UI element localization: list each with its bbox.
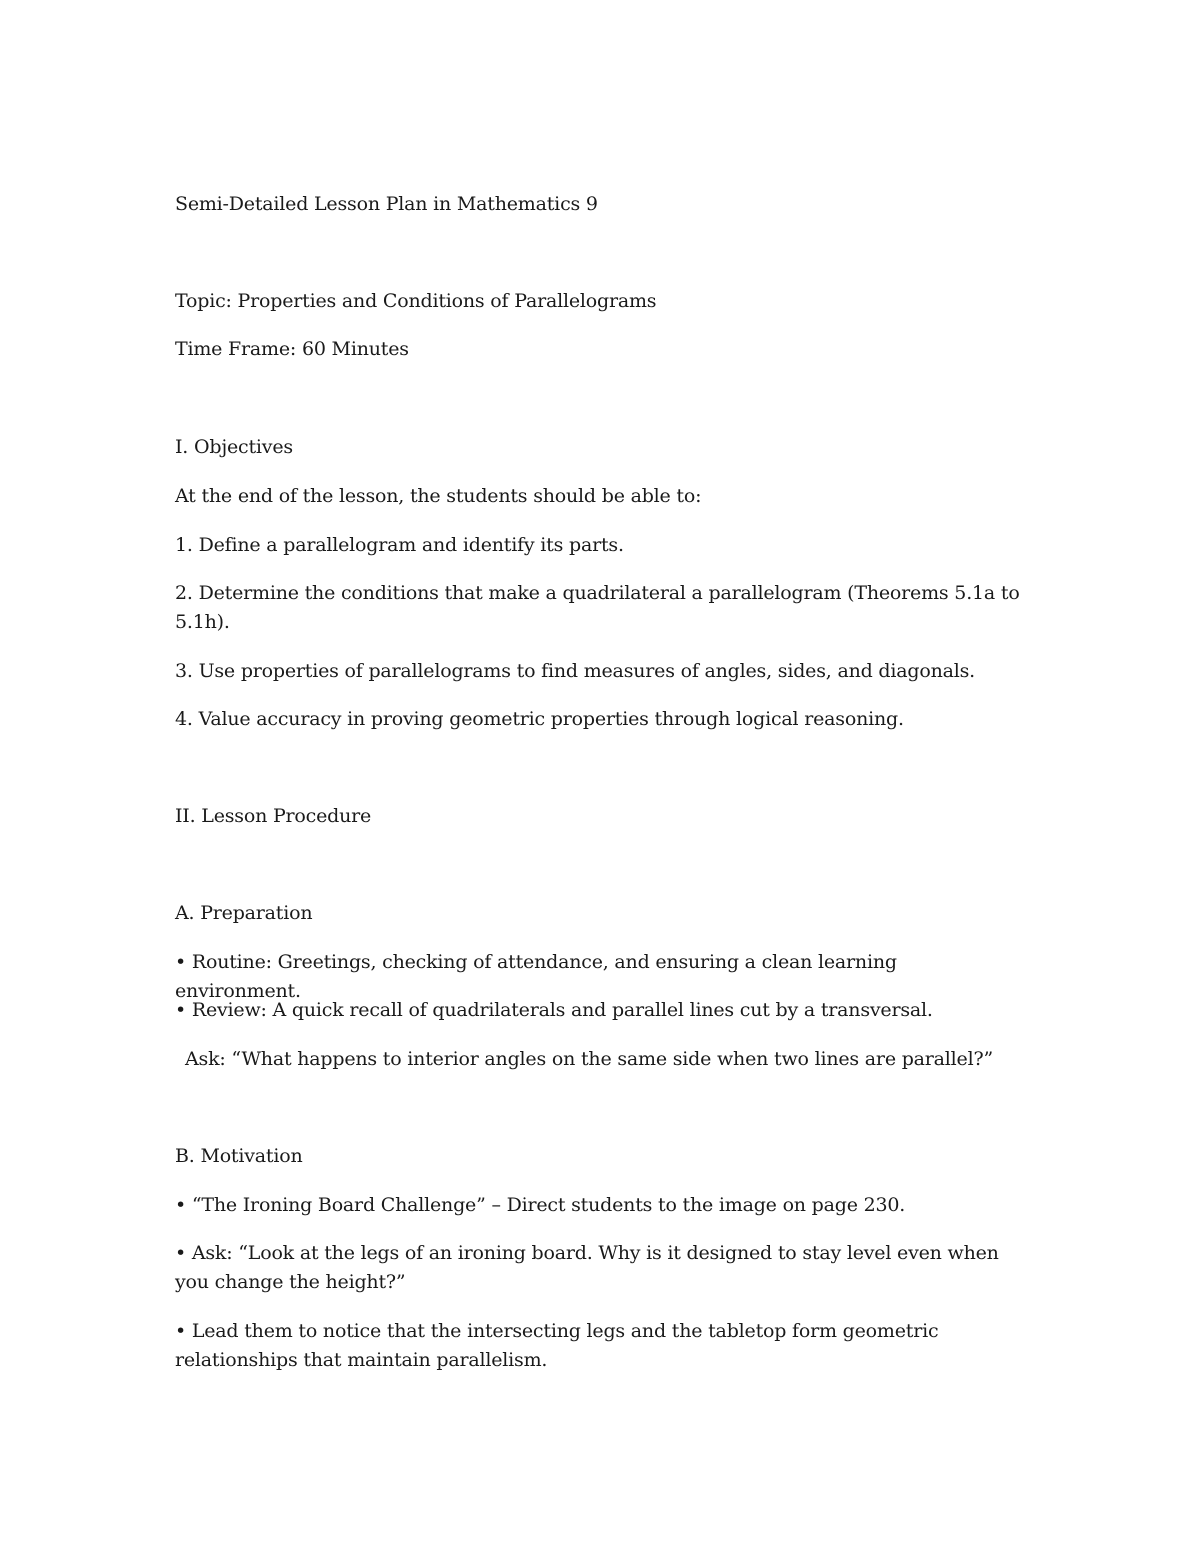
motivation-item: • “The Ironing Board Challenge” – Direct students to the image on page 230. [175,1194,906,1216]
topic-line: Topic: Properties and Conditions of Parallelograms [175,290,657,312]
motivation-item: • Ask: “Look at the legs of an ironing board. Why is it designed to stay level even when you change the height?” [175,1242,1005,1293]
preparation-ask: Ask: “What happens to interior angles on the same side when two lines are parallel?” [185,1048,993,1070]
document-title: Semi-Detailed Lesson Plan in Mathematics 9 [175,193,598,215]
objective-item: 3. Use properties of parallelograms to find measures of angles, sides, and diagonals. [175,660,976,682]
objective-item: 2. Determine the conditions that make a quadrilateral a parallelogram (Theorems 5.1a to 5.1h). [175,582,1026,633]
time-frame-line: Time Frame: 60 Minutes [175,338,409,360]
motivation-item: • Lead them to notice that the intersecting legs and the tabletop form geometric relationships that maintain parallelism. [175,1320,945,1371]
objectives-heading: I. Objectives [175,436,293,458]
procedure-heading: II. Lesson Procedure [175,805,372,827]
motivation-heading: B. Motivation [175,1145,303,1167]
objective-item: 1. Define a parallelogram and identify its parts. [175,534,624,556]
preparation-routine: • Routine: Greetings, checking of attendance, and ensuring a clean learning environment. [175,951,903,1002]
objectives-intro: At the end of the lesson, the students should be able to: [175,485,702,507]
preparation-heading: A. Preparation [175,902,313,924]
objective-item: 4. Value accuracy in proving geometric properties through logical reasoning. [175,708,904,730]
preparation-review: • Review: A quick recall of quadrilaterals and parallel lines cut by a transversal. [175,999,933,1021]
